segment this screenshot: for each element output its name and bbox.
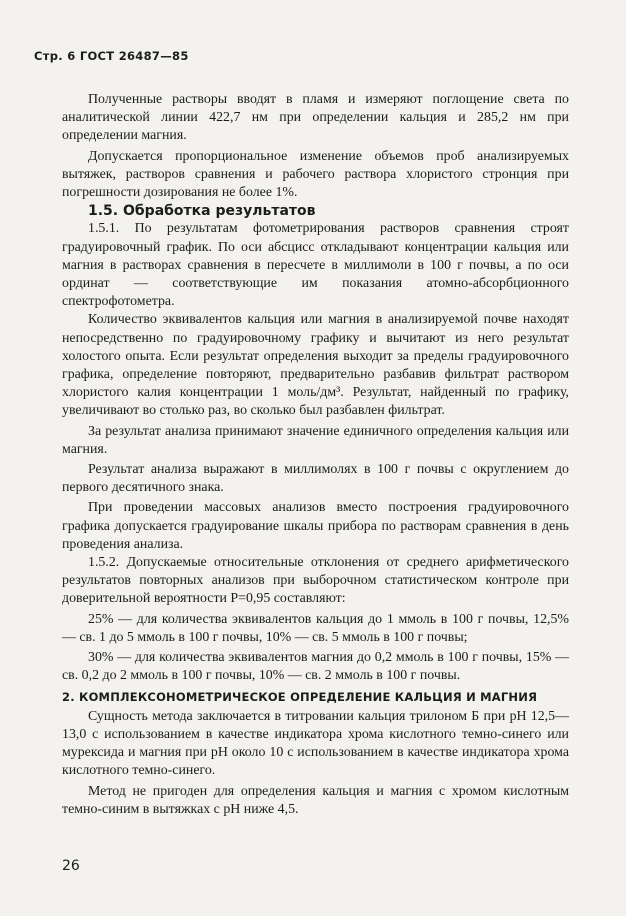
body-text bbox=[62, 91, 569, 819]
section-heading: 1.5. Обработка результатов bbox=[88, 203, 316, 220]
page-number: 26 bbox=[62, 858, 80, 874]
section-heading: 2. КОМПЛЕКСОНОМЕТРИЧЕСКОЕ ОПРЕДЕЛЕНИЕ КАЛЬЦИЯ И МАГНИЯ bbox=[62, 689, 538, 704]
paragraph: Полученные растворы вводят в пламя и измеряют поглощение света по аналитической линии 422,7 нм при определении кальция и 285,2 нм при определении магния. bbox=[62, 92, 569, 144]
paragraph: Результат анализа выражают в миллимолях в 100 г почвы с округлением до первого десятичного знака. bbox=[62, 462, 569, 496]
paragraph: 1.5.2. Допускаемые относительные отклонения от среднего арифметического результатов повторных анализов при выборочном статистическом контроле при доверительной вероятности P=0,95 составляют: bbox=[62, 555, 569, 607]
paragraph: Метод не пригоден для определения кальция и магния с хромом кислотным темно-синим в вытяжках с pH ниже 4,5. bbox=[62, 783, 569, 817]
paragraph: 1.5.1. По результатам фотометрирования растворов сравнения строят градуировочный график. По оси абсцисс откладывают концентрации кальция или магния в растворах сравнения в пересчете в миллимоли в 100 г почвы, а по оси ординат — соответствующие им показания атомно-абсорбционного спектрофотометра. bbox=[62, 221, 569, 310]
page-header: Стр. 6 ГОСТ 26487—85 bbox=[34, 49, 189, 63]
paragraph: 25% — для количества эквивалентов кальция до 1 ммоль в 100 г почвы, 12,5% — св. 1 до 5 ммоль в 100 г почвы, 10% — св. 5 ммоль в 100 г почвы; bbox=[62, 611, 569, 645]
paragraph: Допускается пропорциональное изменение объемов проб анализируемых вытяжек, растворов сравнения и рабочего раствора хлористого стронция при погрешности дозирования не более 1%. bbox=[62, 148, 569, 201]
paragraph: Сущность метода заключается в титровании кальция трилоном Б при pH 12,5—13,0 с использованием в качестве индикатора хрома кислотного темно-синего или мурексида и магния при pH около 10 с использованием в качестве индикатора хрома кислотного темно-синего. bbox=[62, 708, 569, 779]
paragraph: Количество эквивалентов кальция или магния в анализируемой почве находят непосредственно по градуировочному графику и вычитают из него результат холостого опыта. Если результат определения выходит за пределы градуировочного графика, определение повторяют, предварительно разбавив фильтрат раствором хлористого калия концентрации 1 моль/дм³. Результат, найденный по графику, увеличивают во столько раз, во сколько был разбавлен фильтрат. bbox=[62, 312, 569, 419]
paragraph: За результат анализа принимают значение единичного определения кальция или магния. bbox=[62, 423, 569, 457]
paragraph: При проведении массовых анализов вместо построения градуировочного графика допускается градуирование шкалы прибора по растворам сравнения в день проведения анализа. bbox=[62, 500, 569, 552]
paragraph: 30% — для количества эквивалентов магния до 0,2 ммоль в 100 г почвы, 15% — св. 0,2 до 2 ммоль в 100 г почвы, 10% — св. 2 ммоль в 100 г почвы. bbox=[62, 650, 569, 684]
